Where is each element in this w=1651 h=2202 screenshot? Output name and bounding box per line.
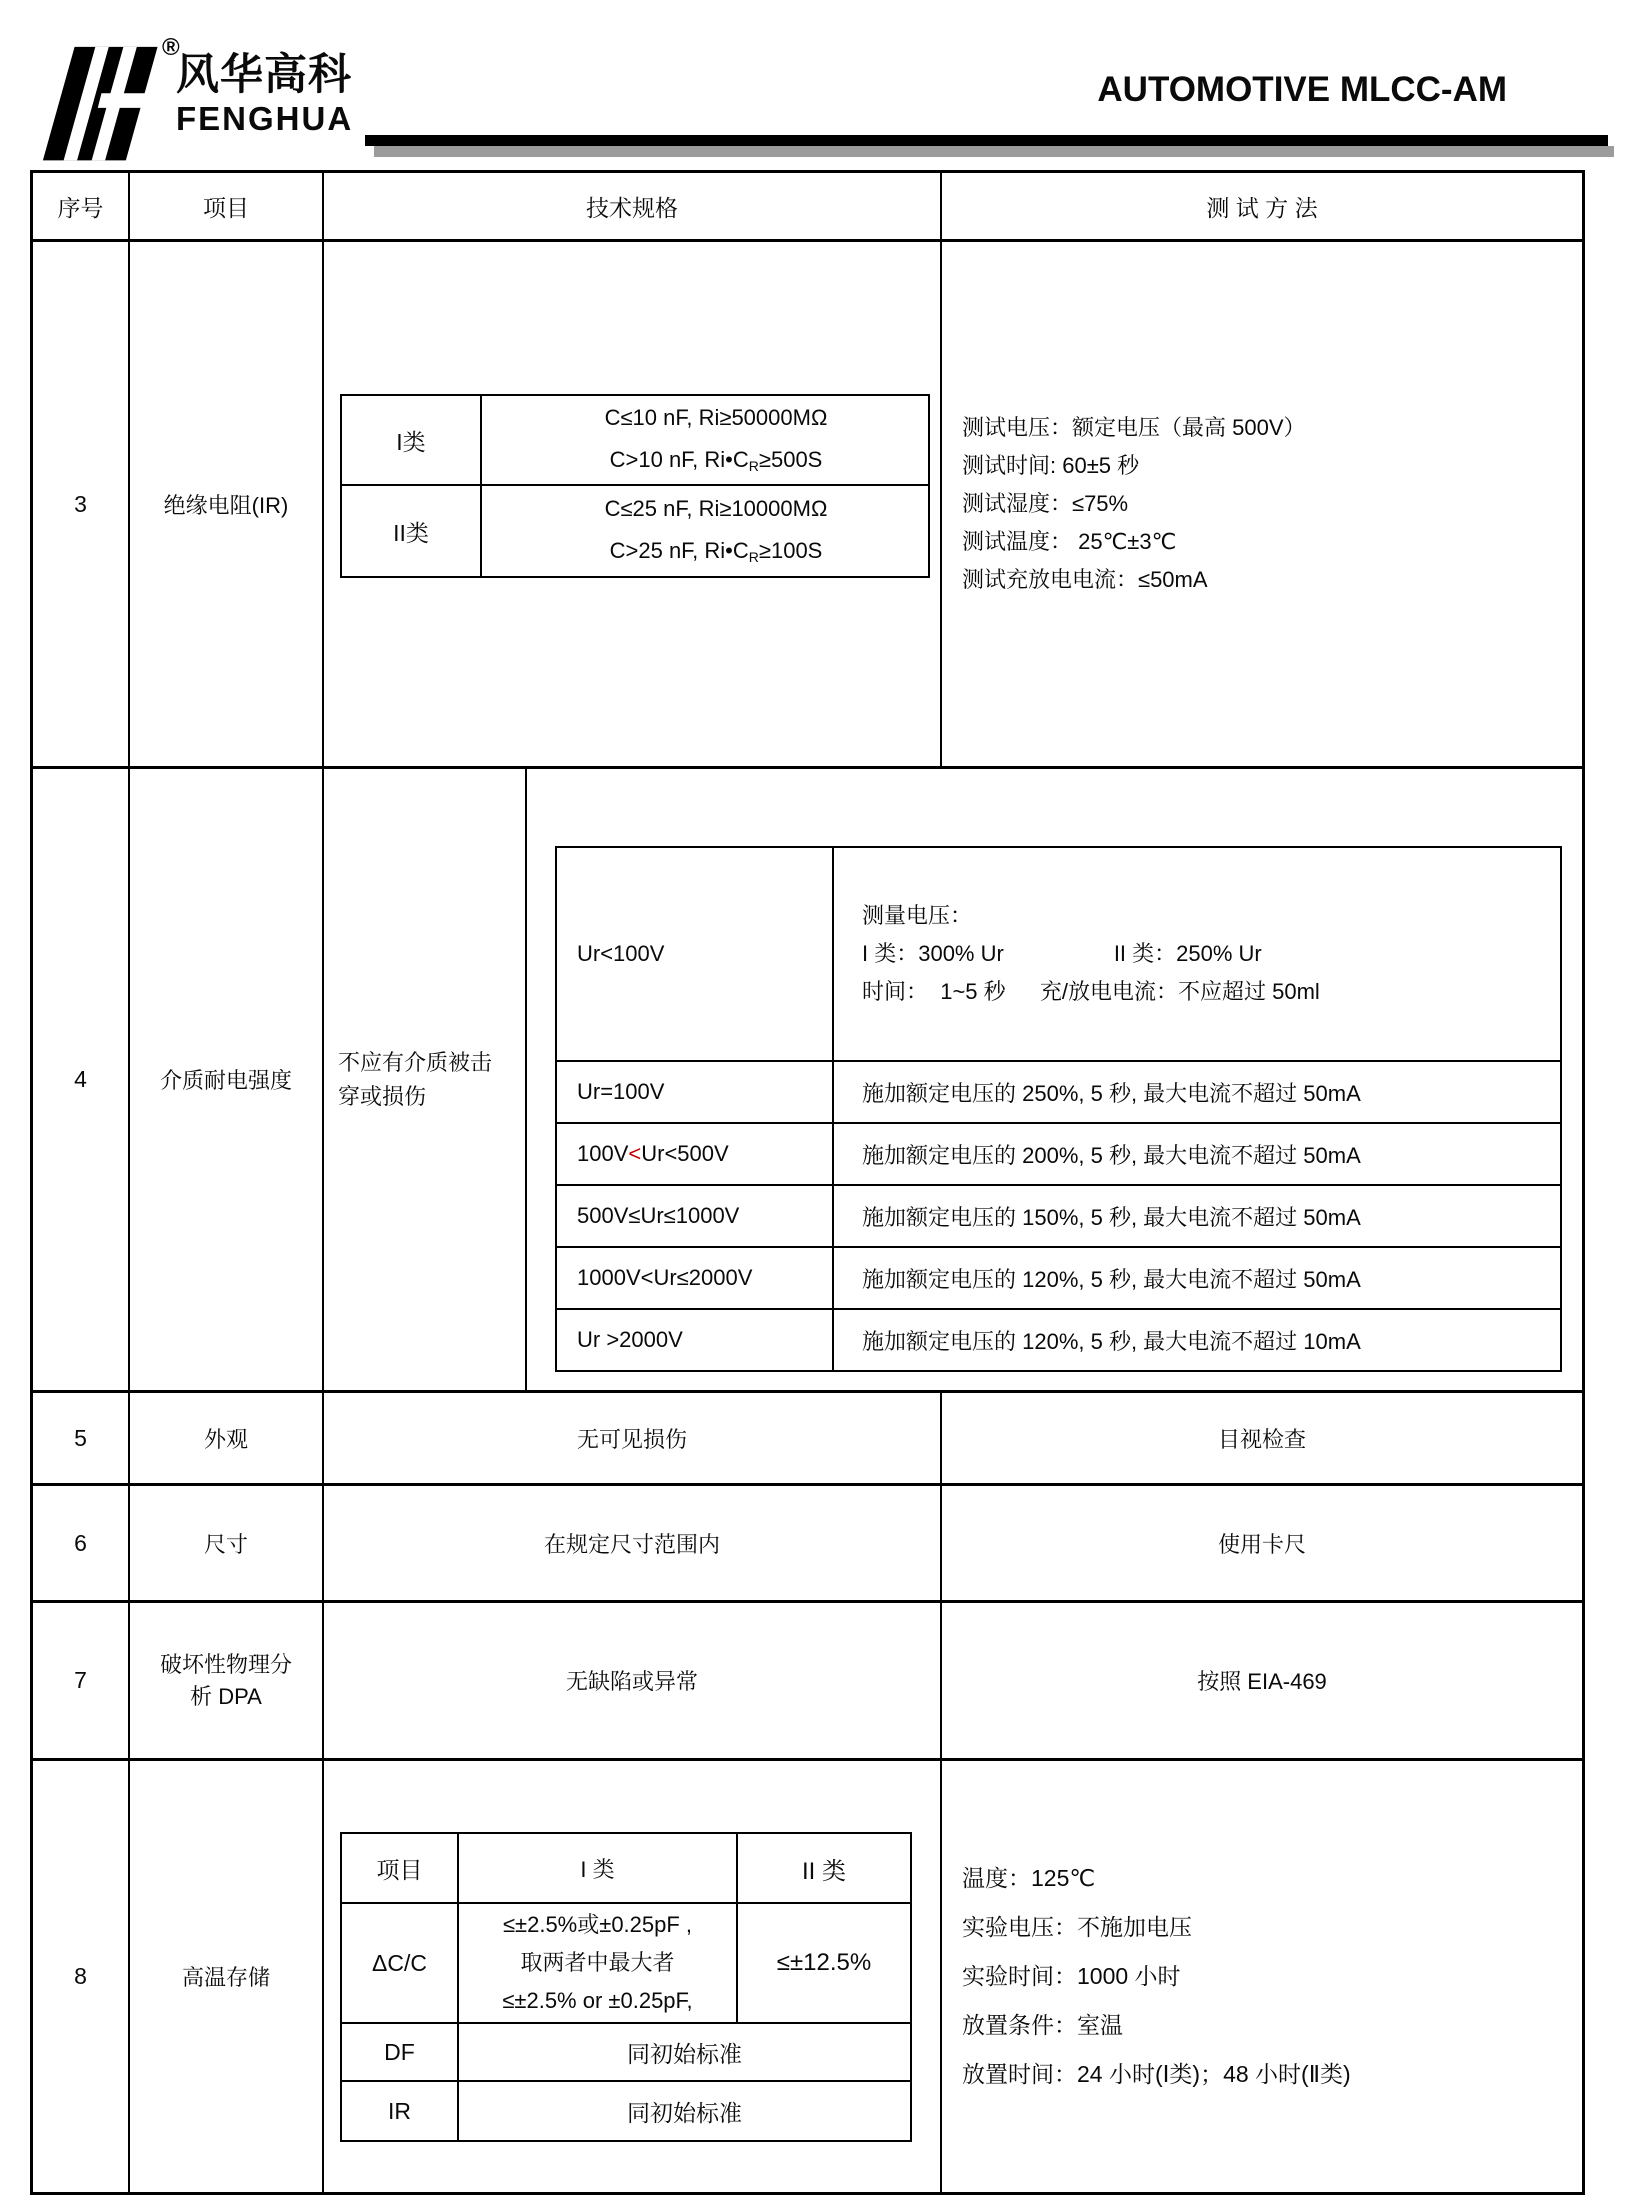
row3-item: 绝缘电阻(IR) [130,242,324,766]
registered-trademark-icon: ® [162,34,180,61]
class1-spec [482,396,928,484]
dcc-label: ΔC/C [342,1904,459,2022]
row-8-high-temp-storage [33,1761,1582,2192]
ur-row [557,1124,1560,1186]
spec-table [30,170,1585,2195]
row-4-dielectric-strength [33,769,1582,1393]
ur-row [557,1310,1560,1370]
row8-item: 高温存储 [130,1761,324,2192]
row8-method-cell [942,1761,1582,2192]
brand-block [176,50,353,138]
method-line: 测试充放电电流：≤50mA [962,567,1208,592]
method-line: 测试湿度：≤75% [962,491,1129,516]
row4-spec-note: 不应有介质被击穿或损伤 [324,769,527,1390]
ir-value: 同初始标准 [627,2099,742,2126]
class2-spec-line2: C>25 nF, Ri•CR≥100S [609,538,823,565]
ur-condition: 1000V<Ur≤2000V [557,1248,834,1308]
ur-condition: Ur=100V [557,1062,834,1122]
row6-spec: 在规定尺寸范围内 [324,1486,942,1600]
dcc-class2-value: ≤±12.5% [776,1949,872,1976]
method-line: 实验电压：不施加电压 [962,1914,1192,1940]
ir-row [342,2082,910,2140]
row4-detail-cell [527,769,1582,1390]
ur-method: 施加额定电压的 250%, 5 秒, 最大电流不超过 50mA [862,1080,1361,1106]
row5-method: 目视检查 [1217,1426,1306,1452]
method-line: 实验时间：1000 小时 [962,1963,1181,1989]
class2-row [342,486,928,576]
method-line: 温度：125℃ [962,1865,1096,1891]
ur-method-line: I 类：300% Ur II 类：250% Ur [862,941,1262,966]
row6-item: 尺寸 [130,1486,324,1600]
ur-row [557,1062,1560,1124]
row7-no: 7 [33,1603,130,1758]
ur-method: 施加额定电压的 120%, 5 秒, 最大电流不超过 50mA [862,1266,1361,1292]
row7-item: 破坏性物理分析 DPA [130,1603,324,1758]
row6-no: 6 [33,1486,130,1600]
ur-row [557,848,1560,1062]
row3-no: 3 [33,242,130,766]
row5-spec: 无可见损伤 [324,1393,942,1483]
df-value: 同初始标准 [627,2040,742,2067]
fenghua-logo-icon [38,42,160,164]
class2-label: II类 [342,486,482,576]
df-label: DF [342,2024,459,2080]
ur-method: 施加额定电压的 120%, 5 秒, 最大电流不超过 10mA [862,1328,1361,1354]
ur-row [557,1186,1560,1248]
ur-method [834,848,1560,1060]
method-line: 测试时间: 60±5 秒 [962,453,1140,478]
class1-spec-line2: C>10 nF, Ri•CR≥500S [609,447,823,474]
ur-condition: Ur<100V [557,848,834,1060]
table-header-row [33,173,1582,242]
row4-no: 4 [33,769,130,1390]
ur-method: 施加额定电压的 150%, 5 秒, 最大电流不超过 50mA [862,1204,1361,1230]
col-header-method: 测 试 方 法 [1206,194,1318,221]
method-line: 放置条件：室温 [962,2012,1123,2038]
method-line: 测试温度： 25℃±3℃ [962,529,1177,554]
col-header-spec: 技术规格 [324,173,942,239]
row4-item: 介质耐电强度 [130,769,324,1390]
result-header-row [342,1834,910,1904]
class1-row [342,396,928,486]
row3-spec-cell [324,242,942,766]
ur-method-line: 时间： 1~5 秒 充/放电电流：不应超过 50ml [862,979,1320,1004]
ur-condition: 100V < Ur<500V [557,1124,834,1184]
row8-result-table [340,1832,912,2142]
ur-row [557,1248,1560,1310]
row5-no: 5 [33,1393,130,1483]
class2-spec-line1: C≤25 nF, Ri≥10000MΩ [604,496,828,521]
result-col-class2: II 类 [801,1857,846,1885]
row7-spec: 无缺陷或异常 [324,1603,942,1758]
ur-condition: 500V≤Ur≤1000V [557,1186,834,1246]
row3-method-cell [942,242,1582,766]
header-rule-black [365,135,1608,146]
document-title: AUTOMOTIVE MLCC-AM [1097,70,1507,109]
row-5-appearance [33,1393,1582,1486]
row-3-insulation-resistance [33,242,1582,769]
result-col-class1: I 类 [459,1834,738,1902]
class1-label: I类 [342,396,482,484]
method-line: 测试电压：额定电压（最高 500V） [962,415,1306,440]
row5-item: 外观 [130,1393,324,1483]
class1-spec-line1: C≤10 nF, Ri≥50000MΩ [604,405,828,430]
col-header-item: 项目 [130,173,324,239]
row-7-dpa [33,1603,1582,1761]
ur-method: 施加额定电压的 200%, 5 秒, 最大电流不超过 50mA [862,1142,1361,1168]
class2-spec [482,486,928,576]
row4-ur-table [555,846,1562,1372]
brand-name-cn: 风华高科 [176,51,352,99]
ur-method-line: 测量电压： [862,903,973,928]
header-rule-gray [374,146,1614,157]
method-line: 放置时间：24 小时(Ⅰ类)；48 小时(Ⅱ类) [962,2061,1351,2087]
col-header-no: 序号 [33,173,130,239]
row-6-dimensions [33,1486,1582,1603]
row7-method: 按照 EIA-469 [1197,1669,1327,1694]
row8-no: 8 [33,1761,130,2192]
dcc-class1-value: ≤±2.5%或±0.25pF , 取两者中最大者 ≤±2.5% or ±0.25pF, [459,1904,738,2022]
result-col-item: 项目 [342,1834,459,1902]
ir-label: IR [342,2082,459,2140]
dcc-row [342,1904,910,2024]
ur-condition: Ur >2000V [557,1310,834,1370]
row3-class-table [340,394,930,578]
df-row [342,2024,910,2082]
brand-name-en: FENGHUA [176,100,354,137]
row6-method: 使用卡尺 [1217,1531,1306,1557]
row8-spec-cell [324,1761,942,2192]
